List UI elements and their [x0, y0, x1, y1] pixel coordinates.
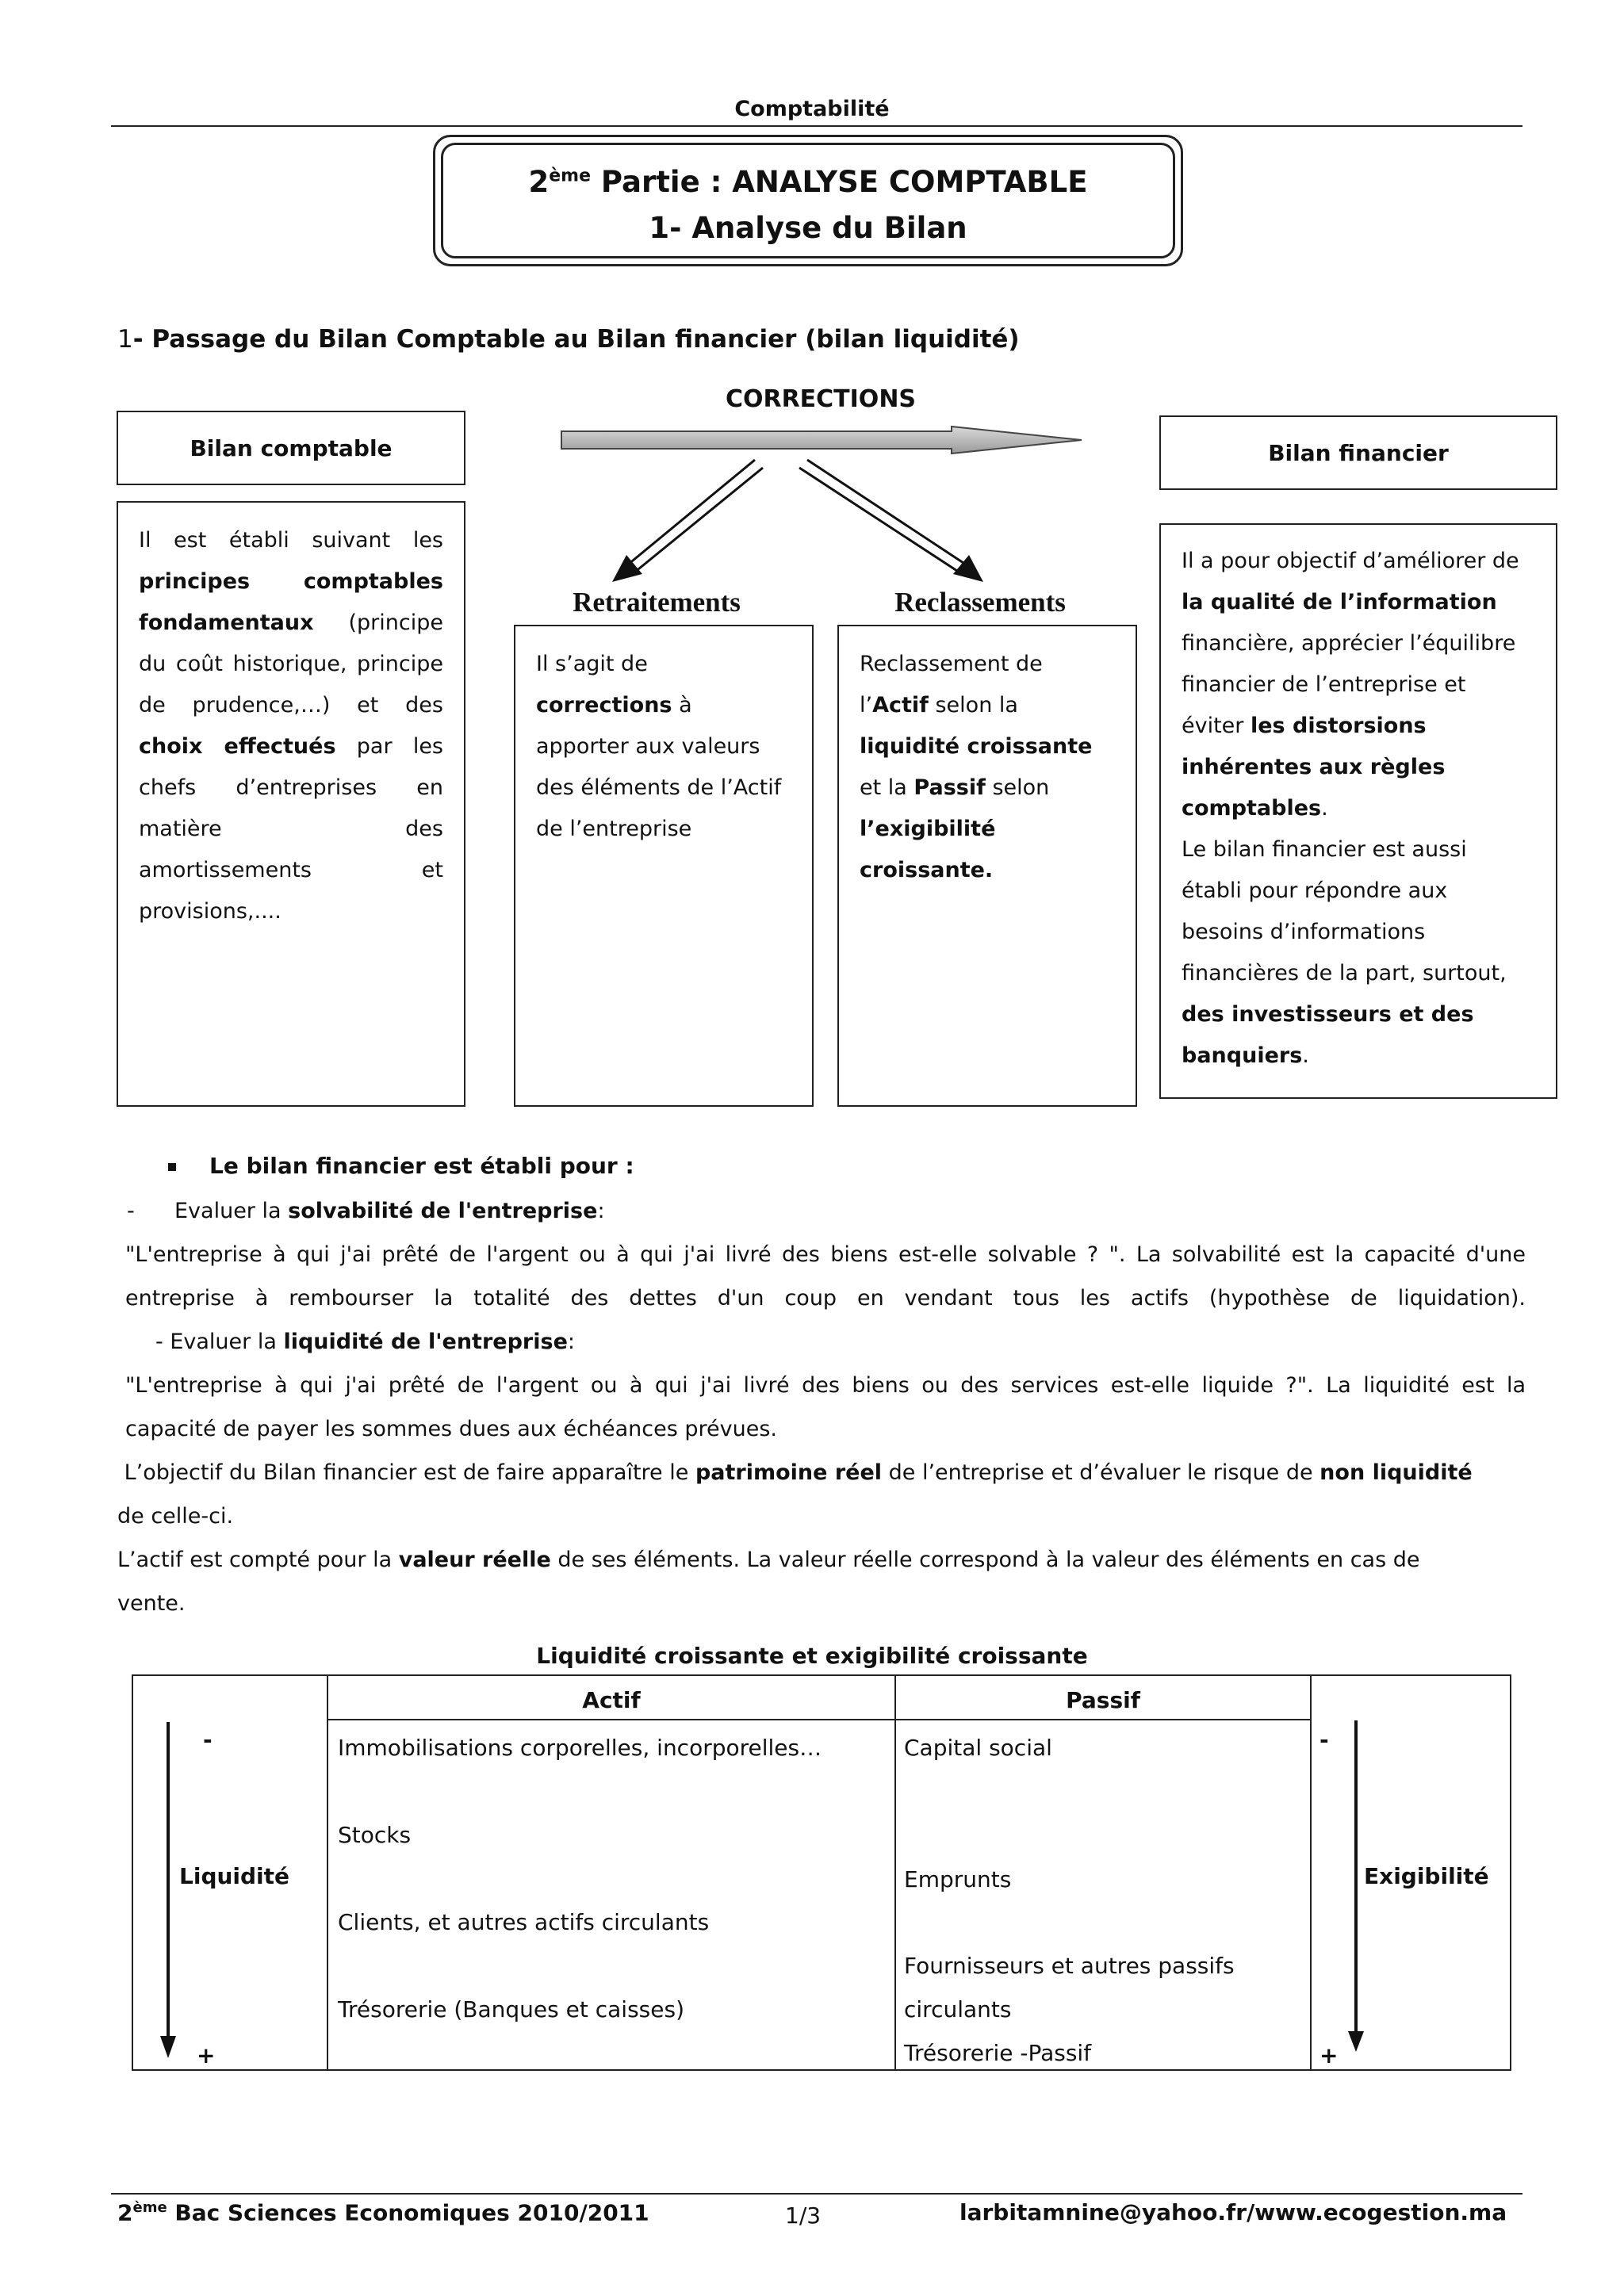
passif-item: Emprunts	[904, 1866, 1012, 1892]
passif-item: Capital social	[904, 1735, 1052, 1761]
actif-item: Stocks	[338, 1822, 412, 1848]
page-header-title: Comptabilité	[734, 97, 890, 121]
actif-item: Immobilisations corporelles, incorporelles…	[338, 1735, 822, 1761]
quote-solvabilite-line2: entreprise à rembourser la totalité des dettes d'un coup en vendant tous les actifs (hypothèse de liquidation).	[125, 1286, 1526, 1311]
actif-line2: vente.	[117, 1591, 186, 1616]
exigibilite-arrow-icon	[1342, 1717, 1373, 2066]
passif-header: Passif	[1066, 1687, 1140, 1713]
bullet-intro: Le bilan financier est établi pour :	[168, 1153, 634, 1179]
corrections-label: CORRECTIONS	[725, 385, 917, 413]
footer-divider	[111, 2193, 1522, 2195]
liquidite-arrow-icon	[155, 1719, 187, 2068]
page-subtitle: 1- Analyse du Bilan	[649, 211, 967, 245]
reclassements-arrow-line-b	[799, 468, 959, 572]
page-number: 1/3	[785, 2202, 822, 2229]
reclassements-description: Reclassement de l’Actif selon la liquidité croissante et la Passif selon l’exigibilité croissante.	[837, 625, 1137, 1107]
actif-header: Actif	[582, 1687, 641, 1713]
actif-line1: L’actif est compté pour la valeur réelle de ses éléments. La valeur réelle correspond à la valeur des éléments en cas de	[117, 1548, 1420, 1572]
retraitements-description: Il s’agit de corrections à apporter aux valeurs des éléments de l’Actif de l’entreprise	[514, 625, 814, 1107]
retraitements-arrow-line-b	[634, 468, 763, 572]
table-header-rule	[327, 1719, 1312, 1720]
bilan-financier-title: Bilan financier	[1159, 415, 1557, 490]
exigibilite-minus: -	[1320, 1727, 1329, 1753]
actif-item: Clients, et autres actifs circulants	[338, 1909, 710, 1935]
actif-item: Trésorerie (Banques et caisses)	[338, 1996, 684, 2022]
passif-item: circulants	[904, 1996, 1012, 2022]
objectif-line2: de celle-ci.	[117, 1504, 234, 1529]
passif-item: Trésorerie -Passif	[904, 2040, 1092, 2066]
bilan-financier-description: Il a pour objectif d’améliorer de la qualité de l’information financière, apprécier l’équilibre financier de l’entreprise et éviter les distorsions inhérentes aux règles comptables. Le bilan financier est aussi établi pour répondre aux besoins d’informations financières de la part, surtout, des investisseurs et des banquiers.	[1159, 523, 1557, 1099]
retraitements-label: Retraitements	[573, 587, 741, 618]
footer-contact: larbitamnine@yahoo.fr/www.ecogestion.ma	[959, 2199, 1507, 2225]
section-heading: 1- Passage du Bilan Comptable au Bilan financier (bilan liquidité)	[117, 325, 1020, 354]
table-divider-right	[1310, 1674, 1312, 2071]
liquidite-plus: +	[197, 2042, 216, 2068]
bullet-square-icon	[168, 1163, 176, 1171]
footer-class-info: 2ème Bac Sciences Economiques 2010/2011	[117, 2199, 649, 2226]
reclassements-label: Reclassements	[894, 587, 1066, 618]
item-dash: -	[127, 1199, 135, 1223]
table-caption: Liquidité croissante et exigibilité croissante	[536, 1643, 1088, 1669]
liquidite-label: Liquidité	[179, 1863, 290, 1889]
reclassements-arrow-line-a	[807, 460, 966, 564]
quote-liquidite-line1: "L'entreprise à qui j'ai prêté de l'argent ou à qui j'ai livré des biens ou des services est-elle liquide ?". La liquidité est la	[125, 1373, 1526, 1398]
table-divider-left	[327, 1674, 328, 2071]
exigibilite-plus: +	[1320, 2042, 1339, 2068]
corrections-arrow	[561, 427, 1082, 453]
page-title: 2ème Partie : ANALYSE COMPTABLE	[528, 165, 1088, 199]
liquidite-minus: -	[203, 1727, 213, 1753]
exigibilite-label: Exigibilité	[1364, 1863, 1489, 1889]
item-solvabilite: Evaluer la solvabilité de l'entreprise:	[174, 1199, 605, 1223]
quote-solvabilite-line1: "L'entreprise à qui j'ai prêté de l'argent ou à qui j'ai livré des biens est-elle solvable ? ". La solvabilité est la capacité d'une	[125, 1242, 1526, 1267]
item-liquidite: - Evaluer la liquidité de l'entreprise:	[155, 1330, 575, 1354]
retraitements-arrow-line-a	[628, 460, 755, 564]
passif-item: Fournisseurs et autres passifs	[904, 1953, 1235, 1979]
bilan-comptable-description: Il est établi suivant les principes comptables fondamentaux (principe du coût historique, principe de prudence,…) et des choix effectués par les chefs d’entreprises en matière des amortissements et provisions,....	[117, 501, 465, 1107]
table-divider-middle	[894, 1674, 896, 2071]
bilan-comptable-title: Bilan comptable	[117, 411, 465, 485]
objectif-line1: L’objectif du Bilan financier est de faire apparaître le patrimoine réel de l’entreprise et d’évaluer le risque de non liquidité	[117, 1460, 1473, 1485]
quote-liquidite-line2: capacité de payer les sommes dues aux échéances prévues.	[125, 1417, 777, 1441]
